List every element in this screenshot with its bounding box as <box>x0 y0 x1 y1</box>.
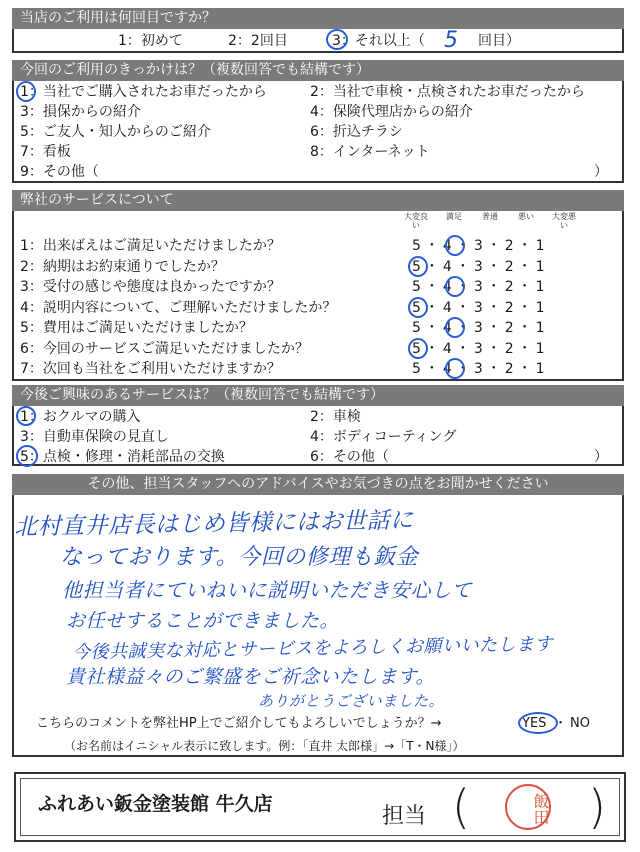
comment-line-6: 貴社様益々のご繁盛をご祈念いたします。 <box>66 666 435 688</box>
comment-line-2: なっております。今回の修理も鈑金 <box>60 545 419 570</box>
q3-rating-scale-3[interactable]: 5・4・3・2・1 <box>412 279 549 295</box>
q4-option-1[interactable]: 1：おクルマの購入 <box>20 409 141 425</box>
q4-option-1-circle <box>16 406 36 426</box>
q3-answer-circle-1 <box>445 235 465 256</box>
scale-label-3: 普通 <box>482 212 498 221</box>
staff-open-paren: ( <box>452 780 470 834</box>
scale-label-5: 大変良い <box>404 212 428 230</box>
q4-option-6-close: ） <box>594 449 608 465</box>
staff-close-paren: ) <box>588 780 606 834</box>
q3-answer-circle-6 <box>408 338 428 359</box>
staff-label: 担当 <box>382 804 427 829</box>
comment-line-1: 北村直井店長はじめ皆様にはお世話に <box>13 507 414 541</box>
q3-answer-circle-7 <box>445 358 465 379</box>
scale-label-4: 満足 <box>446 212 462 221</box>
comment-line-5: 今後共誠実な対応とサービスをよろしくお願いいたします <box>71 633 554 664</box>
no-option[interactable]: NO <box>570 716 590 731</box>
q4-option-3[interactable]: 3：自動車保険の見直し <box>20 429 169 445</box>
q3-rating-scale-5[interactable]: 5・4・3・2・1 <box>412 320 549 336</box>
initial-note: （お名前はイニシャル表示に致します。例：「直井 太郎様」→「T・N様」） <box>64 739 465 753</box>
q4-option-2[interactable]: 2：車検 <box>310 409 361 425</box>
q1-option-3-circle <box>326 29 348 50</box>
q3-rating-scale-7[interactable]: 5・4・3・2・1 <box>412 361 549 377</box>
q1-count-handwritten: 5 <box>444 28 459 53</box>
q3-rating-scale-6[interactable]: 5・4・3・2・1 <box>412 341 549 357</box>
q3-answer-circle-2 <box>408 256 428 277</box>
q3-question-4: 4：説明内容について、ご理解いただけましたか？ <box>20 300 337 316</box>
q1-header: 当店のご利用は何回目ですか？ <box>12 8 624 29</box>
q3-answer-circle-4 <box>408 297 428 318</box>
q5-header: その他、担当スタッフへのアドバイスやお気づきの点をお聞かせください <box>12 474 624 495</box>
q2-option-1-circle <box>16 81 36 102</box>
q3-rating-scale-1[interactable]: 5・4・3・2・1 <box>412 238 549 254</box>
q3-answer-circle-5 <box>445 317 465 338</box>
q3-answer-circle-3 <box>445 276 465 297</box>
yes-option-circle <box>518 712 558 734</box>
scale-label-1: 大変悪い <box>552 212 576 230</box>
q2-option-6[interactable]: 6：折込チラシ <box>310 124 403 140</box>
staff-seal-stamp: 飯田 <box>505 784 551 830</box>
q2-header: 今回のご利用のきっかけは？（複数回答でも結構です） <box>12 60 624 81</box>
q2-option-9[interactable]: 9：その他（ <box>20 164 99 180</box>
q2-option-3[interactable]: 3：損保からの紹介 <box>20 104 141 120</box>
comment-line-3: 他担当者にていねいに説明いただき安心して <box>62 578 472 602</box>
q4-option-5[interactable]: 5：点検・修理・消耗部品の交換 <box>20 449 225 465</box>
q1-option-3[interactable]: 3：それ以上（ <box>332 33 425 49</box>
q3-question-3: 3：受付の感じや態度は良かったですか？ <box>20 279 281 295</box>
q1-box <box>12 29 624 53</box>
q1-option-3-end: 回目） <box>478 33 520 49</box>
q3-question-2: 2：納期はお約束通りでしたか？ <box>20 259 225 275</box>
q2-option-7[interactable]: 7：看板 <box>20 144 71 160</box>
q4-option-6[interactable]: 6：その他（ <box>310 449 389 465</box>
yes-option[interactable]: YES <box>522 716 547 731</box>
q2-option-8[interactable]: 8：インターネット <box>310 144 430 160</box>
q3-rating-scale-4[interactable]: 5・4・3・2・1 <box>412 300 549 316</box>
comment-line-7: ありがとうございました。 <box>258 692 445 710</box>
q4-header: 今後ご興味のあるサービスは？（複数回答でも結構です） <box>12 385 624 406</box>
q3-header: 弊社のサービスについて <box>12 190 624 211</box>
q1-option-2[interactable]: 2：2回目 <box>228 33 288 49</box>
yes-no-separator: ・ <box>554 716 568 731</box>
q3-rating-scale-2[interactable]: 5・4・3・2・1 <box>412 259 549 275</box>
hp-consent-question: こちらのコメントを弊社HP上でご紹介してもよろしいでしょうか？→ <box>36 716 442 731</box>
scale-label-2: 悪い <box>518 212 534 221</box>
q2-option-1[interactable]: 1：当社でご購入されたお車だったから <box>20 84 267 100</box>
q2-option-2[interactable]: 2：当社で車検・点検されたお車だったから <box>310 84 585 100</box>
q3-question-1: 1：出来ばえはご満足いただけましたか？ <box>20 238 281 254</box>
q2-option-4[interactable]: 4：保険代理店からの紹介 <box>310 104 473 120</box>
comment-line-4: お任せすることができました。 <box>66 610 340 632</box>
q2-option-9-close: ） <box>594 164 608 180</box>
shop-name: ふれあい鈑金塗装館 牛久店 <box>38 793 273 815</box>
q3-question-5: 5：費用はご満足いただけましたか？ <box>20 320 253 336</box>
q4-option-5-circle <box>16 445 38 467</box>
q3-question-6: 6：今回のサービスご満足いただけましたか？ <box>20 341 309 357</box>
q1-option-1[interactable]: 1：初めて <box>118 33 183 49</box>
q3-question-7: 7：次回も当社をご利用いただけますか？ <box>20 361 281 377</box>
q4-option-4[interactable]: 4：ボディコーティング <box>310 429 457 445</box>
q2-option-5[interactable]: 5：ご友人・知人からのご紹介 <box>20 124 211 140</box>
